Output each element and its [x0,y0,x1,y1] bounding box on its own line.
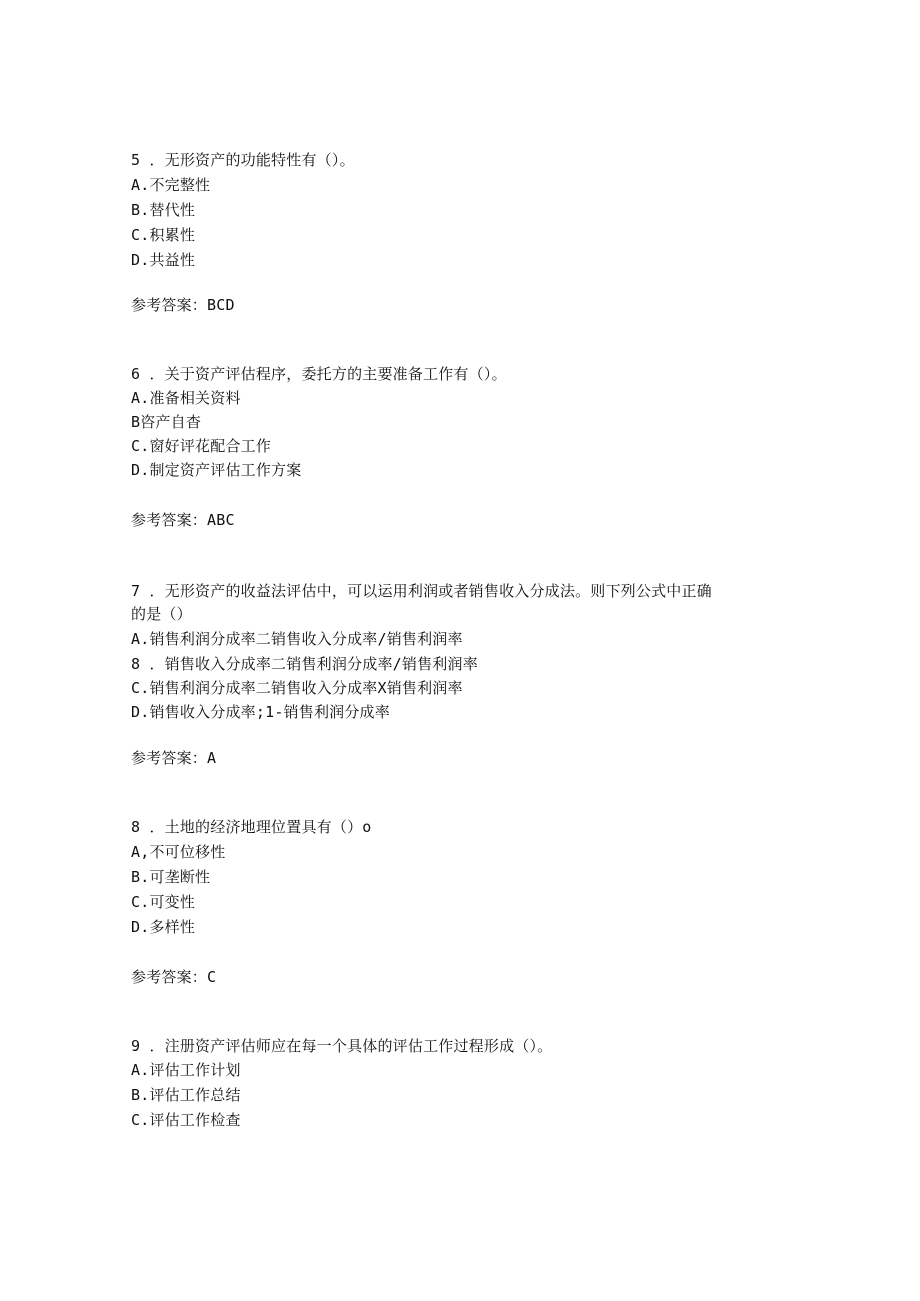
question-7-option-d: D.销售收入分成率;1-销售利润分成率 [131,703,390,721]
question-6-answer: 参考答案：ABC [131,511,235,529]
question-8-option-a: A,不可位移性 [131,843,226,861]
question-6-option-c: C.窗好评花配合工作 [131,437,272,455]
question-7-stem-cont: 的是（） [131,605,192,623]
question-5-option-a: A.不完整性 [131,176,211,194]
question-5-option-d: D.共益性 [131,251,196,269]
question-9-option-c: C.评估工作检查 [131,1111,241,1129]
question-5-answer: 参考答案：BCD [131,296,235,314]
question-6-stem: 6 ．关于资产评估程序，委托方的主要准备工作有（）。 [131,365,507,383]
question-7-option-b: 8 ．销售收入分成率二销售利润分成率/销售利润率 [131,655,478,673]
question-8-stem: 8 ．土地的经济地理位置具有（）o [131,818,372,836]
question-6-option-d: D.制定资产评估工作方案 [131,461,302,479]
question-8-option-b: B.可垄断性 [131,868,211,886]
question-7-option-a: A.销售利润分成率二销售收入分成率/销售利润率 [131,630,463,648]
question-7-option-c: C.销售利润分成率二销售收入分成率X销售利润率 [131,679,463,697]
question-5-stem: 5 ．无形资产的功能特性有（）。 [131,151,355,169]
question-9-option-b: B.评估工作总结 [131,1086,241,1104]
question-7-stem: 7 ．无形资产的收益法评估中，可以运用利润或者销售收入分成法。则下列公式中正确 [131,582,712,600]
question-8-option-d: D.多样性 [131,918,196,936]
question-9-stem: 9 ．注册资产评估师应在每一个具体的评估工作过程形成（）。 [131,1037,553,1055]
question-8-answer: 参考答案：C [131,968,217,986]
question-5-option-b: B.替代性 [131,201,196,219]
question-8-option-c: C.可变性 [131,893,196,911]
question-7-answer: 参考答案：A [131,749,217,767]
question-6-option-b: B咨产自杳 [131,413,202,431]
question-9-option-a: A.评估工作计划 [131,1061,241,1079]
question-5-option-c: C.积累性 [131,226,196,244]
question-6-option-a: A.准备相关资料 [131,389,241,407]
